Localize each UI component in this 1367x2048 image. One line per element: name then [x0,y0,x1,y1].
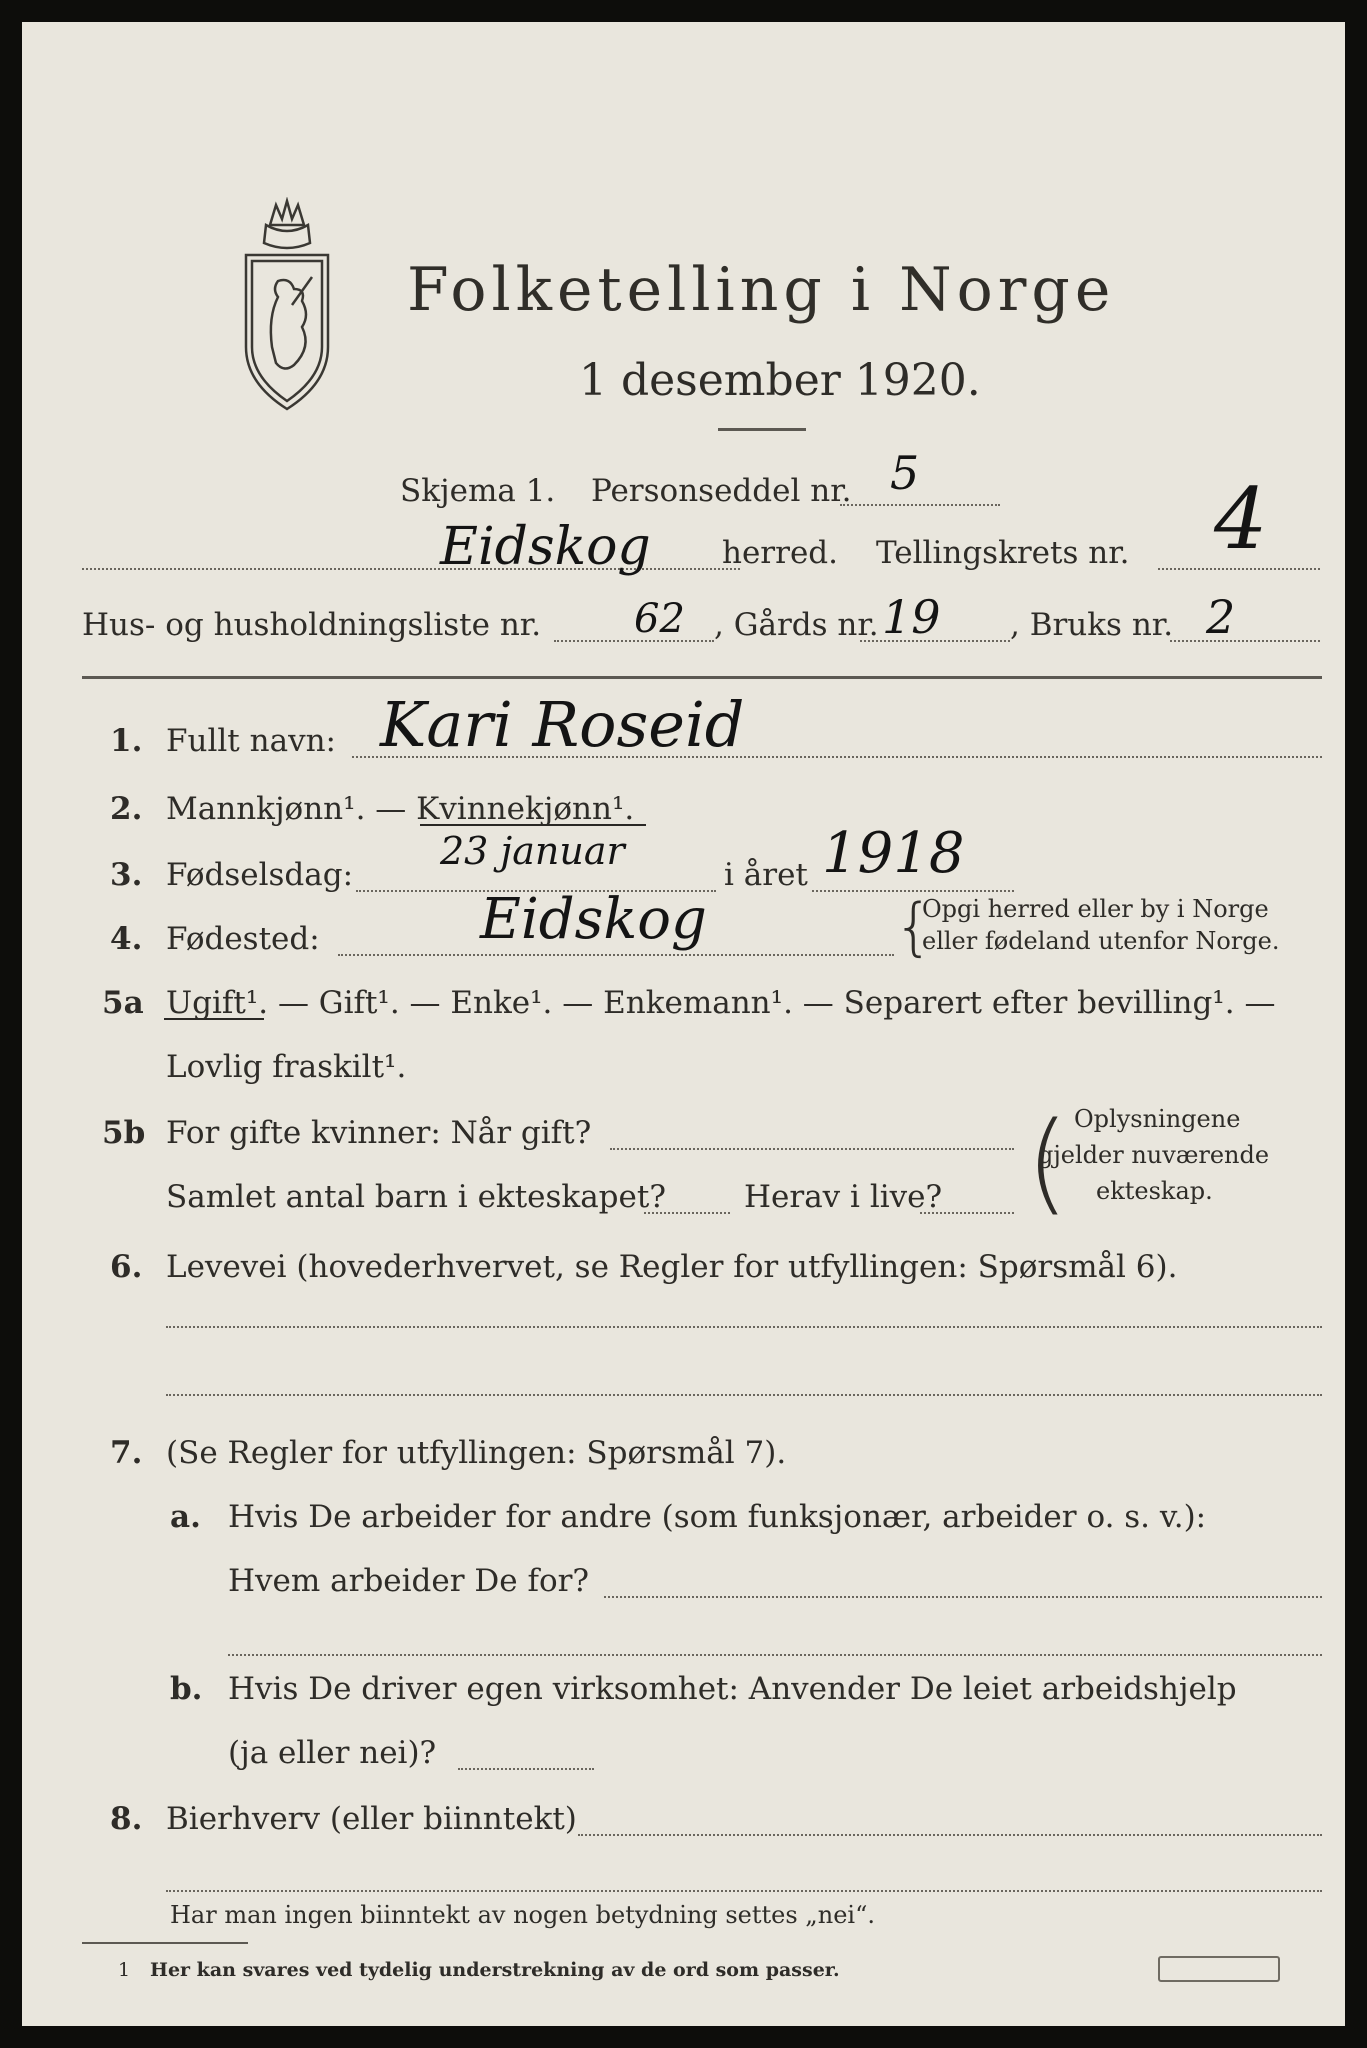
bruks-value: 2 [1206,590,1236,644]
footnote-rule [82,1942,248,1944]
birthday-value: 23 januar [440,829,625,873]
herred-label: herred. [722,535,838,571]
gards-label: , Gårds nr. [714,607,879,643]
tellingskrets-label: Tellingskrets nr. [876,535,1130,571]
personseddel-label: Personseddel nr. [591,473,852,509]
q5b-alive-label: Herav i live? [744,1179,943,1215]
q8-label: Bierhverv (eller biinntekt) [166,1801,577,1837]
q5b-note-brace: ( [1026,1098,1069,1226]
children-alive-field[interactable] [920,1212,1014,1214]
census-form-sheet [22,22,1345,2026]
personseddel-value: 5 [890,446,920,500]
q7b-line2: (ja eller nei)? [228,1735,437,1771]
footnote-mark: 1 [118,1959,131,1981]
q1-label: Fullt navn: [166,723,336,759]
hired-help-field[interactable] [458,1768,594,1770]
q3-label: Fødselsdag: [166,857,354,893]
birth-year-value: 1918 [822,821,965,886]
occupation-field-2[interactable] [166,1394,1322,1396]
married-date-field[interactable] [610,1148,1014,1150]
norwegian-coat-of-arms-icon [232,197,342,417]
husliste-label: Hus- og husholdningsliste nr. [82,607,542,643]
q1-number: 1. [110,723,143,759]
q7-label: (Se Regler for utfyllingen: Spørsmål 7). [166,1435,787,1471]
q2-label: Mannkjønn¹. — Kvinnekjønn¹. [166,791,635,827]
q5b-children-label: Samlet antal barn i ekteskapet? [166,1179,666,1215]
census-date: 1 desember 1920. [579,355,981,406]
q5b-note-line2: gjelder nuværende [1038,1141,1270,1169]
q4-note-brace: { [894,890,934,963]
q5b-line1: For gifte kvinner: Når gift? [166,1115,592,1151]
q5a-answer-underline [164,1018,264,1020]
q4-label: Fødested: [166,921,320,957]
birthplace-value: Eidskog [480,887,707,952]
side-income-field-2[interactable] [166,1890,1322,1892]
q6-number: 6. [110,1249,143,1285]
q5a-line2: Lovlig fraskilt¹. [166,1049,407,1085]
tellingskrets-value: 4 [1214,470,1268,568]
footnote-text: Her kan svares ved tydelig understrekning av de ord som passer. [150,1959,840,1981]
q7b-number: b. [170,1671,203,1707]
q4-number: 4. [110,921,143,957]
q7a-line1: Hvis De arbeider for andre (som funksjonær, arbeider o. s. v.): [228,1499,1207,1535]
side-income-note: Har man ingen biinntekt av nogen betydning settes „nei“. [170,1901,875,1929]
q7-number: 7. [110,1435,143,1471]
herred-value: Eidskog [440,517,651,577]
q3-year-label: i året [724,857,808,893]
skjema-label: Skjema 1. [400,473,556,509]
side-income-field-1[interactable] [578,1834,1322,1836]
q5b-note-line1: Oplysningene [1074,1105,1241,1133]
q5a-line1: Ugift¹. — Gift¹. — Enke¹. — Enkemann¹. — Separert efter bevilling¹. — [166,985,1276,1021]
children-count-field[interactable] [644,1212,730,1214]
tellingskrets-field[interactable] [1158,568,1320,570]
section-divider [82,676,1322,679]
q7a-line2: Hvem arbeider De for? [228,1563,590,1599]
q4-note-line1: Opgi herred eller by i Norge [922,895,1269,923]
q2-number: 2. [110,791,143,827]
bruks-label: , Bruks nr. [1010,607,1174,643]
q3-number: 3. [110,857,143,893]
printer-stamp-icon [1158,1956,1280,1982]
q7b-line1: Hvis De driver egen virksomhet: Anvender De leiet arbeidshjelp [228,1671,1237,1707]
bruks-field[interactable] [1170,640,1320,642]
q8-number: 8. [110,1801,143,1837]
title-rule [718,428,806,431]
husliste-value: 62 [634,596,685,642]
birthplace-field[interactable] [338,954,894,956]
q5b-number: 5b [102,1115,146,1151]
employer-field-2[interactable] [228,1654,1322,1656]
personseddel-field[interactable] [840,504,1000,506]
full-name-value: Kari Roseid [380,688,745,761]
occupation-field-1[interactable] [166,1326,1322,1328]
q5a-number: 5a [102,985,144,1021]
q7a-number: a. [170,1499,201,1535]
q4-note-line2: eller fødeland utenfor Norge. [922,927,1280,955]
q6-label: Levevei (hovederhvervet, se Regler for utfyllingen: Spørsmål 6). [166,1249,1178,1285]
gards-value: 19 [882,590,941,644]
form-title: Folketelling i Norge [407,255,1116,325]
employer-field-1[interactable] [604,1596,1322,1598]
q5b-note-line3: ekteskap. [1096,1177,1213,1205]
